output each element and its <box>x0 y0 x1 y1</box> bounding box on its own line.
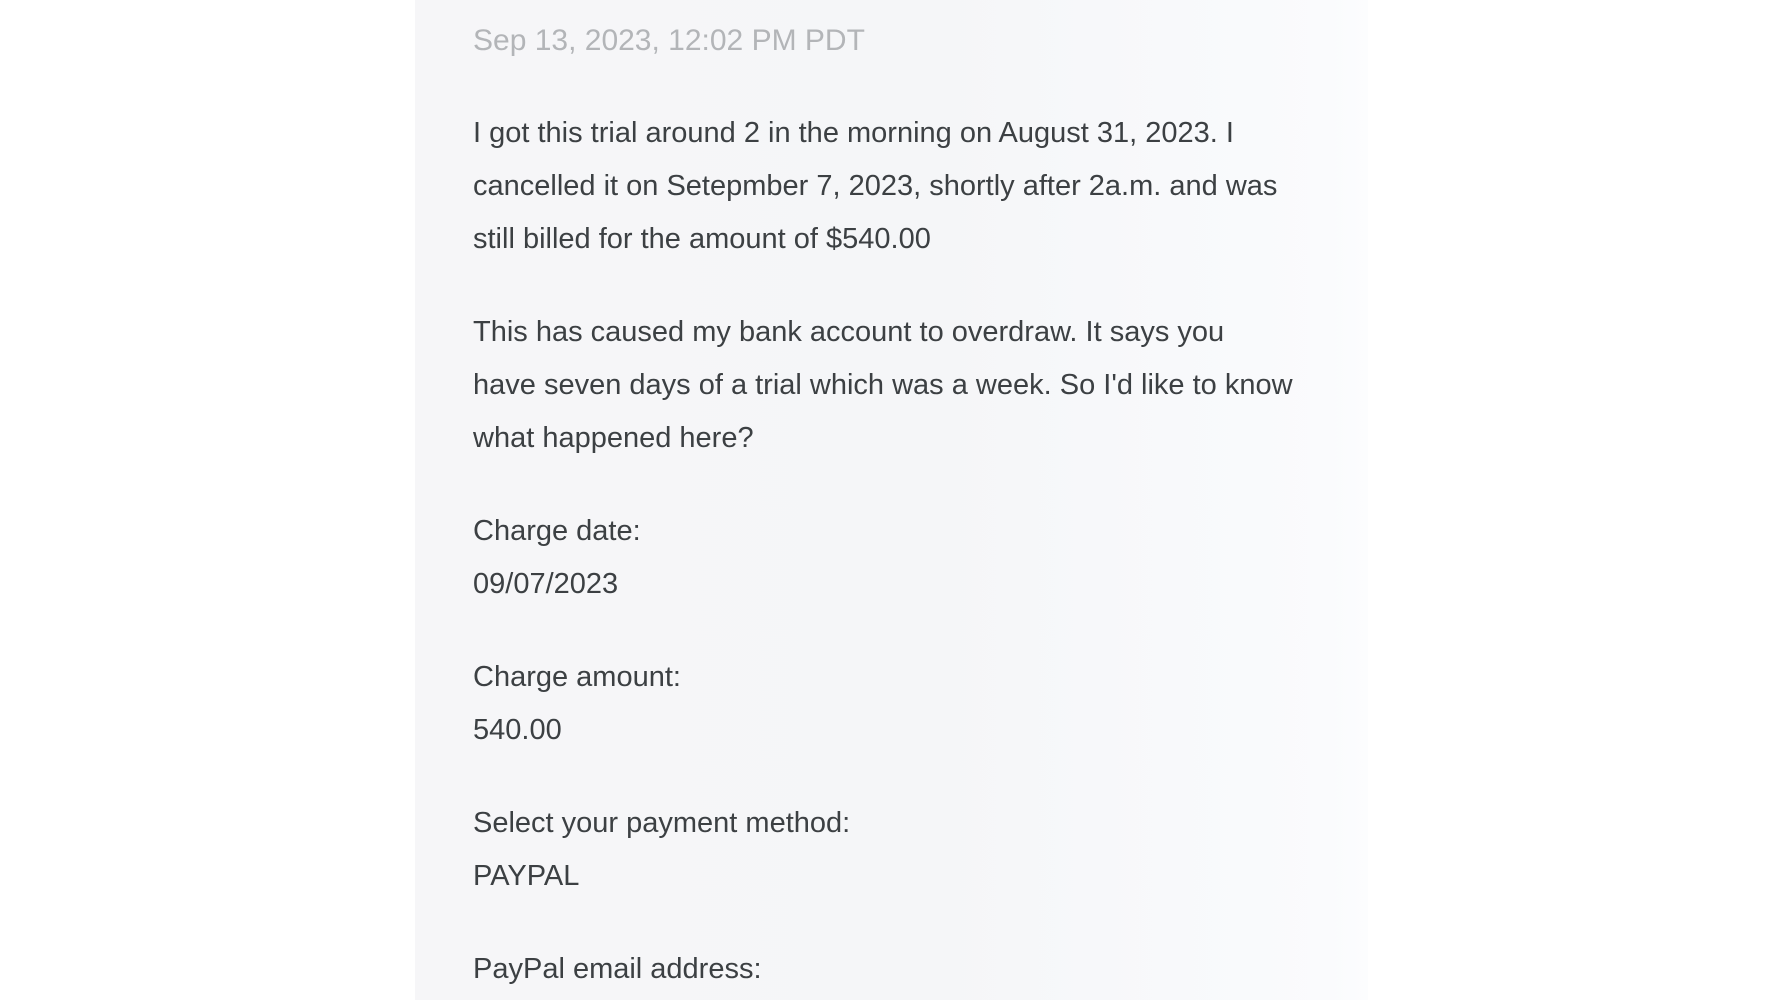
field-label: Select your payment method: <box>473 807 851 839</box>
field-payment-method <box>473 797 1433 903</box>
paragraph-line: have seven days of a trial which was a week. So I'd like to know <box>473 369 1293 401</box>
message-timestamp: Sep 13, 2023, 12:02 PM PDT <box>473 24 865 57</box>
paragraph-line: what happened here? <box>473 422 754 454</box>
paragraph-line: still billed for the amount of $540.00 <box>473 223 931 255</box>
paragraph-line: I got this trial around 2 in the morning on August 31, 2023. I <box>473 117 1234 149</box>
field-charge-amount <box>473 651 1433 757</box>
field-label: PayPal email address: <box>473 953 762 985</box>
field-label: Charge date: <box>473 515 641 547</box>
message-content <box>473 14 1433 996</box>
field-charge-date <box>473 505 1433 611</box>
field-paypal-email <box>473 943 1433 996</box>
field-value: 09/07/2023 <box>473 568 619 600</box>
message-paragraph-2 <box>473 306 1433 465</box>
paragraph-line: cancelled it on Setepmber 7, 2023, shortly after 2a.m. and was <box>473 170 1278 202</box>
field-label: Charge amount: <box>473 661 681 693</box>
paragraph-line: This has caused my bank account to overdraw. It says you <box>473 316 1225 348</box>
message-paragraph-1 <box>473 107 1433 266</box>
field-value: 540.00 <box>473 714 562 746</box>
field-value: PAYPAL <box>473 860 580 892</box>
